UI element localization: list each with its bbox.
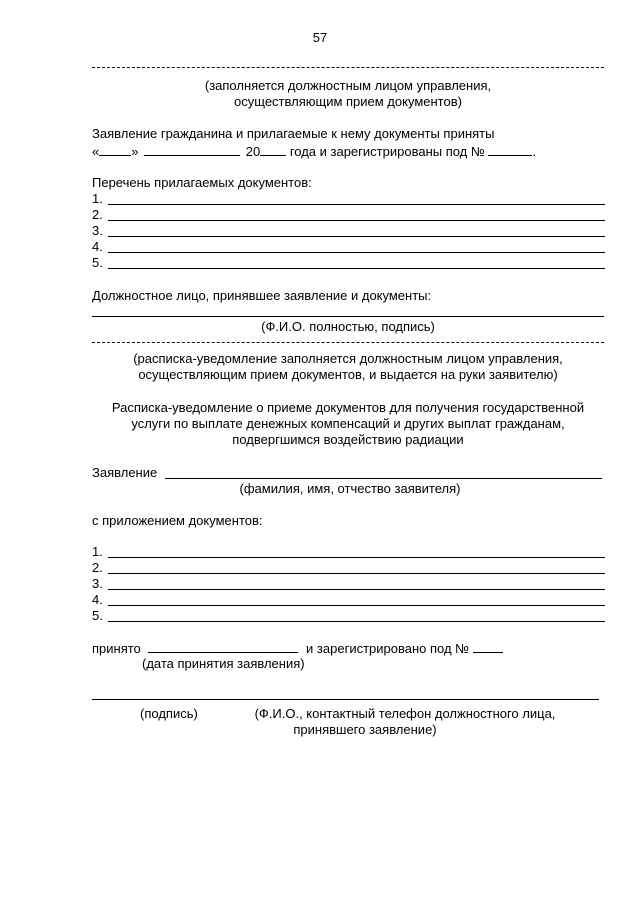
item-number: 1. — [92, 544, 103, 559]
receipt-title-line1: Расписка-уведомление о приеме документов для получения государственной — [111, 400, 585, 415]
accepted-label: принято — [92, 641, 141, 656]
registered-label: и зарегистрировано под № — [306, 641, 470, 656]
document-line-4[interactable] — [92, 239, 605, 255]
document-line-1[interactable] — [92, 191, 605, 207]
registration-number-blank[interactable] — [488, 143, 532, 156]
receipt-title-line2: услуги по выплате денежных компенсаций и других выплат гражданам, — [131, 416, 565, 431]
item-number: 1. — [92, 191, 103, 206]
year-prefix: 20 — [245, 144, 261, 159]
item-number: 4. — [92, 592, 103, 607]
document-line-5[interactable] — [92, 255, 605, 271]
attachment-line-2[interactable] — [92, 560, 605, 576]
signature-caption: (подпись) — [140, 706, 198, 721]
application-label: Заявление — [92, 465, 158, 480]
attachment-line-3[interactable] — [92, 576, 605, 592]
attachment-line-4[interactable] — [92, 592, 605, 608]
application-caption: (фамилия, имя, отчество заявителя) — [239, 481, 461, 496]
section2-note-line2: осуществляющим прием документов, и выдается на руки заявителю) — [138, 367, 558, 382]
item-number: 5. — [92, 608, 103, 623]
receipt-title-line3: подвергшимся воздействию радиации — [232, 432, 464, 447]
section2-note-line1: (расписка-уведомление заполняется должностным лицом управления, — [133, 351, 563, 366]
date-open-quote: « — [92, 144, 100, 159]
list-title: Перечень прилагаемых документов: — [92, 175, 312, 190]
month-blank[interactable] — [144, 143, 240, 156]
item-number: 3. — [92, 223, 103, 238]
day-blank[interactable] — [99, 143, 131, 156]
official-info-caption-line2: принявшего заявление) — [293, 722, 437, 737]
item-number: 3. — [92, 576, 103, 591]
item-number: 2. — [92, 207, 103, 222]
official-info-caption-line1: (Ф.И.О., контактный телефон должностного лица, — [254, 706, 556, 721]
applicant-name-line[interactable] — [165, 478, 602, 479]
section1-note-line2: осуществляющим прием документов) — [234, 94, 462, 109]
signature-line[interactable] — [92, 699, 599, 700]
accepted-row — [92, 640, 503, 657]
cut-line-top — [92, 67, 604, 68]
item-number: 4. — [92, 239, 103, 254]
official-signature-line[interactable] — [92, 316, 604, 317]
attachment-line-5[interactable] — [92, 608, 605, 624]
registered-number-blank[interactable] — [473, 640, 503, 653]
statement-line2 — [92, 143, 536, 160]
attachments-label: с приложением документов: — [92, 513, 263, 528]
accepted-date-blank[interactable] — [148, 640, 298, 653]
item-number: 5. — [92, 255, 103, 270]
document-line-2[interactable] — [92, 207, 605, 223]
cut-line-middle — [92, 342, 604, 343]
official-label: Должностное лицо, принявшее заявление и документы: — [92, 288, 432, 303]
statement-line1: Заявление гражданина и прилагаемые к нему документы приняты — [92, 126, 495, 141]
attachment-line-1[interactable] — [92, 544, 605, 560]
section1-note-line1: (заполняется должностным лицом управления, — [204, 78, 492, 93]
date-caption: (дата принятия заявления) — [142, 656, 305, 671]
statement-line2-middle: года и зарегистрированы под № — [289, 144, 485, 159]
official-caption: (Ф.И.О. полностью, подпись) — [261, 319, 435, 334]
item-number: 2. — [92, 560, 103, 575]
statement-line2-end: . — [532, 144, 537, 159]
date-close-quote: » — [131, 144, 139, 159]
year-blank[interactable] — [260, 143, 286, 156]
document-line-3[interactable] — [92, 223, 605, 239]
page-number: 57 — [312, 30, 328, 45]
